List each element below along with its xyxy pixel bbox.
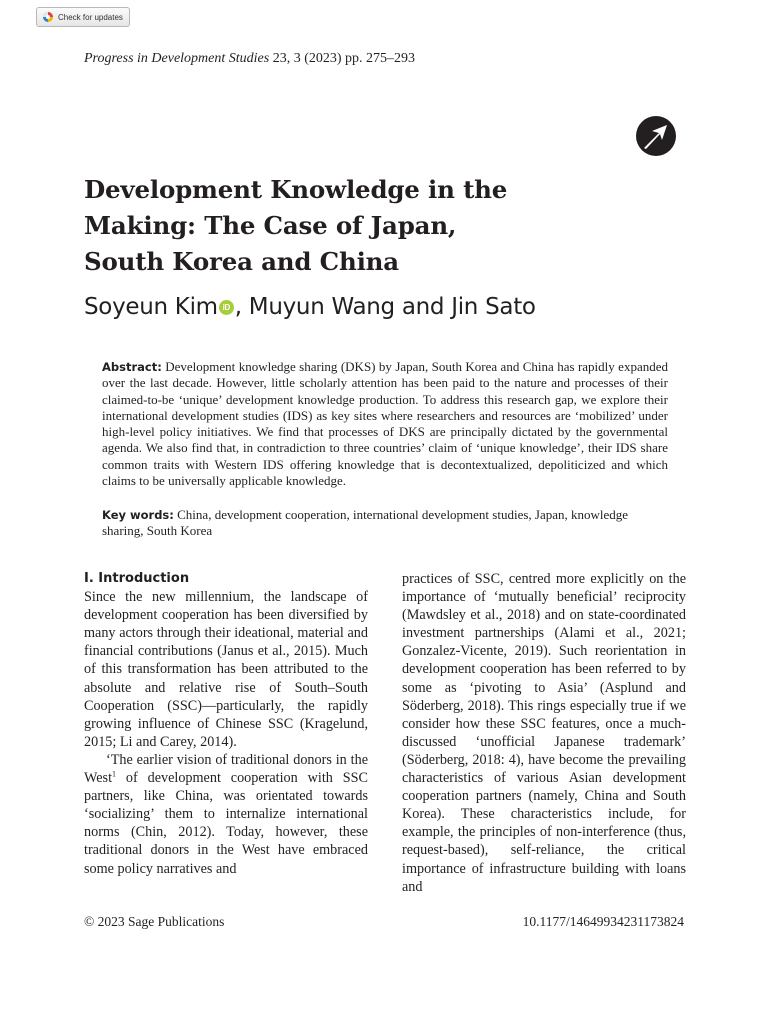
copyright: © 2023 Sage Publications (84, 914, 225, 929)
keywords-text: China, development cooperation, international development studies, Japan, knowledge sharing, South Korea (102, 507, 629, 539)
title-line: Development Knowledge in the (84, 175, 508, 204)
abstract-text: Development knowledge sharing (DKS) by Japan, South Korea and China has rapidly expanded over the last decade. However, little scholarly attention has been paid to the nature and processes of their claimed-to-be ‘unique’ development knowledge production. To address this research gap, we explore their international development studies (IDS) as key sites where researchers and resources are ‘mobilized’ under high-level policy initiatives. We find that processes of DKS are principally dictated by the governmental agenda. We also find that, in contradiction to three countries’ claim of ‘unique knowledge’, their IDS share common traits with Western IDS offering knowledge that is decontextualized, depoliticized and which claims to be universally applicable knowledge. (102, 359, 668, 489)
abstract (102, 359, 668, 489)
journal-volume-pages: 23, 3 (2023) pp. 275–293 (272, 51, 416, 66)
keywords (102, 507, 668, 540)
doi[interactable]: 10.1177/14649934231173824 (522, 914, 684, 929)
keywords-label: Key words: (102, 508, 174, 522)
article-title (84, 172, 604, 280)
check-for-updates-label: Check for updates (58, 12, 123, 22)
paragraph-text: ‘The earlier vision of traditional donors in the West (84, 751, 368, 787)
abstract-label: Abstract: (102, 360, 162, 374)
body-paragraph: practices of SSC, centred more explicitly on the importance of ‘mutually beneficial’ reciprocity (Mawdsley et al., 2018) and on state-coordinated investment partnerships (Alami et al., 2021; Gonzalez-Vicente, 2019). Such reorientation in development cooperation has been referred to by some as ‘pivoting to Asia’ (Asplund and Söderberg, 2018). This rings especially true if we consider how these SSC features, once a much-discussed ‘unofficial Japanese trademark’ (Söderberg, 2018: 4), have become the prevailing characteristics of various Asian development cooperation partners (namely, China and South Korea). These characteristics include, for example, the principles of non-interference (thus, request-based), self-reliance, the critical importance of infrastructure building with loans and (402, 571, 686, 895)
orcid-icon[interactable]: iD (219, 300, 234, 315)
body-paragraph (84, 751, 368, 878)
section-heading: I. Introduction (84, 571, 190, 586)
journal-name: Progress in Development Studies (84, 51, 270, 66)
paragraph-text: of development cooperation with SSC partners, like China, was orientated towards ‘socializing’ them to internalize international norms (Chin, 2012). Today, however, these traditional donors in the West have embraced some policy narratives and (84, 770, 368, 877)
title-line: South Korea and China (84, 247, 399, 276)
publisher-arrow-icon (635, 115, 677, 157)
left-column (84, 570, 368, 878)
check-for-updates-badge[interactable] (36, 7, 130, 27)
author-first: Soyeun Kim (84, 294, 218, 320)
title-line: Making: The Case of Japan, (84, 211, 457, 240)
author-rest: , Muyun Wang and Jin Sato (234, 294, 536, 320)
footnote-marker[interactable]: 1 (112, 769, 117, 779)
author-list (84, 294, 536, 320)
journal-citation (84, 51, 415, 67)
right-column (402, 570, 686, 896)
crossmark-icon (42, 11, 54, 23)
body-paragraph: Since the new millennium, the landscape of development cooperation has been diversified by many actors through their ideational, material and financial contributions (Janus et al., 2015). Much of this transformation has been attributed to the absolute and relative rise of South–South Cooperation (SSC)—particularly, the rapidly growing influence of Chinese SSC (Kragelund, 2015; Li and Carey, 2014). (84, 589, 368, 750)
